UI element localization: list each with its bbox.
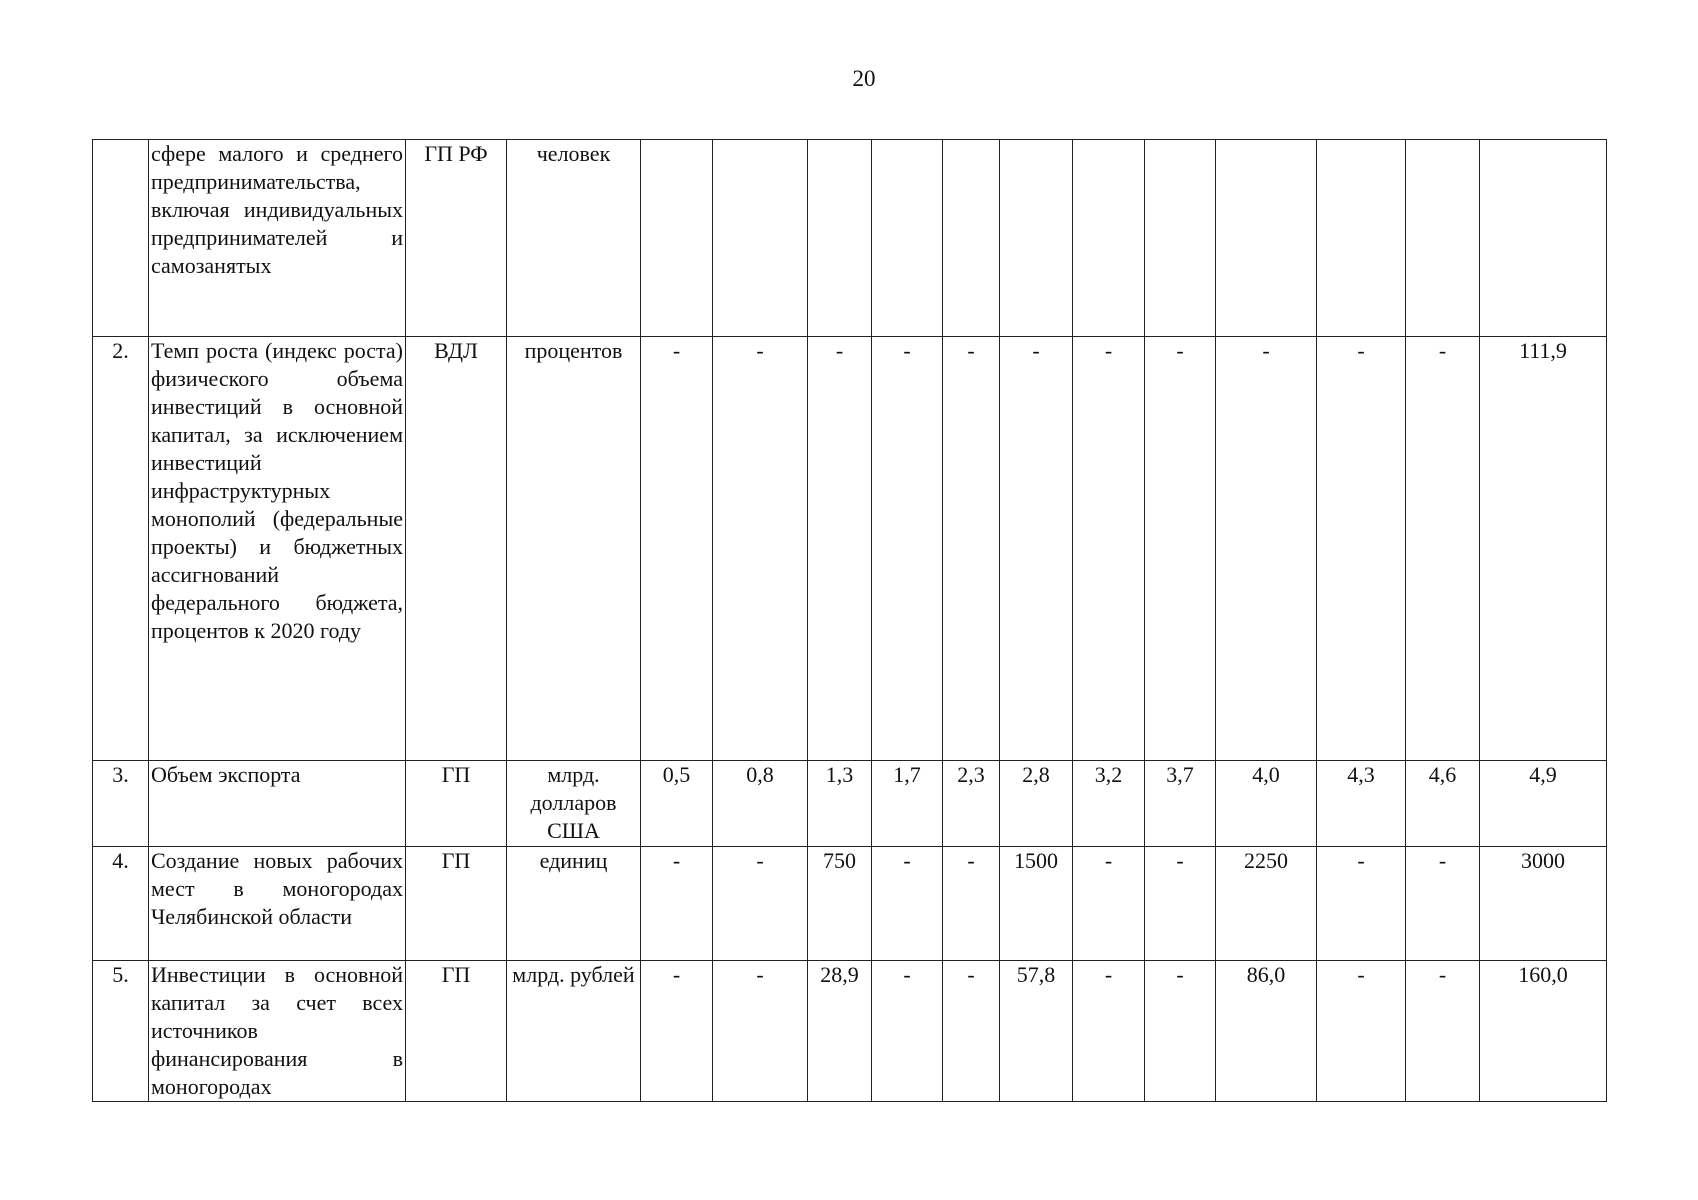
value-cell: - xyxy=(1073,847,1145,961)
value-cell xyxy=(1406,140,1480,337)
value-cell: - xyxy=(1216,337,1317,761)
value-cell: - xyxy=(713,337,808,761)
value-cell: - xyxy=(713,847,808,961)
source-cell: ВДЛ xyxy=(406,337,507,761)
value-cell xyxy=(641,140,713,337)
value-cell: 750 xyxy=(808,847,872,961)
value-cell: 0,8 xyxy=(713,761,808,847)
row-number-cell: 4. xyxy=(93,847,149,961)
value-cell: - xyxy=(1317,337,1406,761)
value-cell: - xyxy=(943,847,1000,961)
value-cell: 3,7 xyxy=(1145,761,1216,847)
value-cell: 4,0 xyxy=(1216,761,1317,847)
value-cell: 1,3 xyxy=(808,761,872,847)
indicator-name-cell: Инвестиции в основной капитал за счет всех источников финансирования в моногородах xyxy=(149,961,406,1102)
indicators-table xyxy=(92,139,1607,1102)
value-cell: - xyxy=(1145,961,1216,1102)
value-cell: - xyxy=(943,961,1000,1102)
table-row xyxy=(93,337,1607,761)
value-cell: 0,5 xyxy=(641,761,713,847)
table-row xyxy=(93,847,1607,961)
row-number-cell xyxy=(93,140,149,337)
value-cell xyxy=(1317,140,1406,337)
value-cell xyxy=(1216,140,1317,337)
source-cell: ГП xyxy=(406,961,507,1102)
value-cell: - xyxy=(1317,961,1406,1102)
value-cell: - xyxy=(872,847,943,961)
value-cell: 2,8 xyxy=(1000,761,1073,847)
value-cell: - xyxy=(641,337,713,761)
source-cell: ГП xyxy=(406,761,507,847)
value-cell: 3000 xyxy=(1480,847,1607,961)
value-cell: - xyxy=(1406,337,1480,761)
value-cell xyxy=(872,140,943,337)
page-number: 20 xyxy=(852,66,876,91)
value-cell xyxy=(1480,140,1607,337)
value-cell xyxy=(713,140,808,337)
value-cell: - xyxy=(1145,337,1216,761)
value-cell: 3,2 xyxy=(1073,761,1145,847)
value-cell: - xyxy=(808,337,872,761)
value-cell: 28,9 xyxy=(808,961,872,1102)
table-body xyxy=(93,140,1607,1102)
value-cell xyxy=(808,140,872,337)
value-cell: 4,9 xyxy=(1480,761,1607,847)
value-cell: 57,8 xyxy=(1000,961,1073,1102)
value-cell: - xyxy=(1406,847,1480,961)
table-row xyxy=(93,140,1607,337)
unit-cell: единиц xyxy=(507,847,641,961)
value-cell: 111,9 xyxy=(1480,337,1607,761)
value-cell: - xyxy=(1000,337,1073,761)
value-cell: 4,6 xyxy=(1406,761,1480,847)
value-cell xyxy=(943,140,1000,337)
unit-cell: процентов xyxy=(507,337,641,761)
value-cell: - xyxy=(1317,847,1406,961)
row-number-cell: 2. xyxy=(93,337,149,761)
value-cell: - xyxy=(1145,847,1216,961)
value-cell: - xyxy=(713,961,808,1102)
value-cell: 1500 xyxy=(1000,847,1073,961)
value-cell: - xyxy=(641,847,713,961)
value-cell xyxy=(1073,140,1145,337)
indicator-name-cell: Темп роста (индекс роста) физического объема инвестиций в основной капитал, за исключением инвестиций инфраструктурных монополий (федеральные проекты) и бюджетных ассигнований федерального бюджета, процентов к 2020 году xyxy=(149,337,406,761)
value-cell: - xyxy=(1073,961,1145,1102)
value-cell: 2250 xyxy=(1216,847,1317,961)
value-cell: - xyxy=(641,961,713,1102)
source-cell: ГП xyxy=(406,847,507,961)
value-cell: - xyxy=(872,961,943,1102)
indicator-name-cell: Создание новых рабочих мест в моногородах Челябинской области xyxy=(149,847,406,961)
value-cell: 2,3 xyxy=(943,761,1000,847)
unit-cell: человек xyxy=(507,140,641,337)
row-number-cell: 3. xyxy=(93,761,149,847)
value-cell: 1,7 xyxy=(872,761,943,847)
unit-cell: млрд. долларов США xyxy=(507,761,641,847)
value-cell: 86,0 xyxy=(1216,961,1317,1102)
indicator-name-cell: Объем экспорта xyxy=(149,761,406,847)
row-number-cell: 5. xyxy=(93,961,149,1102)
value-cell xyxy=(1145,140,1216,337)
value-cell: - xyxy=(1073,337,1145,761)
indicator-name-cell: сфере малого и среднего предпринимательства, включая индивидуальных предпринимателей и самозанятых xyxy=(149,140,406,337)
value-cell: 160,0 xyxy=(1480,961,1607,1102)
value-cell: - xyxy=(943,337,1000,761)
value-cell: - xyxy=(872,337,943,761)
value-cell xyxy=(1000,140,1073,337)
value-cell: - xyxy=(1406,961,1480,1102)
source-cell: ГП РФ xyxy=(406,140,507,337)
unit-cell: млрд. рублей xyxy=(507,961,641,1102)
table-row xyxy=(93,961,1607,1102)
table-row xyxy=(93,761,1607,847)
value-cell: 4,3 xyxy=(1317,761,1406,847)
